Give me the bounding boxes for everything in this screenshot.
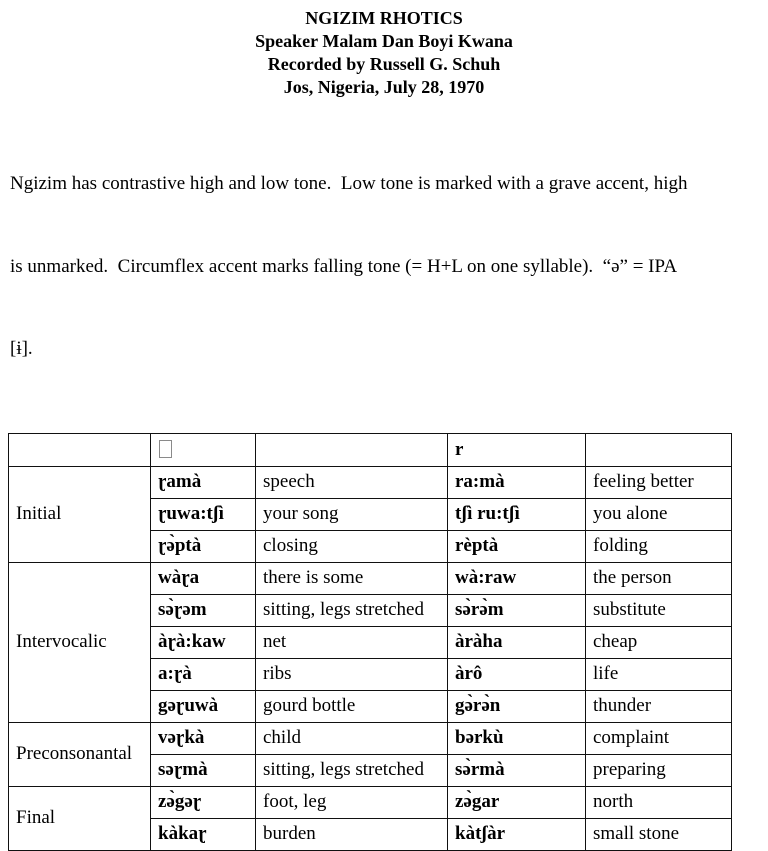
flap-cell: vəɽkà <box>151 722 256 754</box>
trill-cell: àrô <box>448 658 586 690</box>
flap-cell: səɽmà <box>151 754 256 786</box>
trill-gloss-cell: the person <box>586 562 732 594</box>
section-label-initial: Initial <box>9 466 151 562</box>
trill-cell: zə̀gar <box>448 786 586 818</box>
flap-gloss-cell: child <box>256 722 448 754</box>
header-flap-cell <box>151 433 256 466</box>
trill-cell: sə̀rmà <box>448 754 586 786</box>
flap-gloss-cell: foot, leg <box>256 786 448 818</box>
trill-gloss-cell: thunder <box>586 690 732 722</box>
flap-gloss-cell: there is some <box>256 562 448 594</box>
trill-cell: rèptà <box>448 530 586 562</box>
trill-cell: bərkù <box>448 722 586 754</box>
recorder-line: Recorded by Russell G. Schuh <box>267 54 501 74</box>
header-position-cell <box>9 433 151 466</box>
flap-cell: ɽuwa:tʃì <box>151 498 256 530</box>
flap-gloss-cell: your song <box>256 498 448 530</box>
table-row <box>9 786 732 818</box>
trill-gloss-cell: folding <box>586 530 732 562</box>
speaker-line: Speaker Malam Dan Boyi Kwana <box>255 31 513 51</box>
flap-gloss-cell: net <box>256 626 448 658</box>
trill-gloss-cell: life <box>586 658 732 690</box>
flap-gloss-cell: burden <box>256 818 448 850</box>
flap-gloss-cell: sitting, legs stretched <box>256 594 448 626</box>
rhotics-table <box>8 433 732 851</box>
header-trill-gloss-cell <box>586 433 732 466</box>
trill-cell: ra:mà <box>448 466 586 498</box>
section-label-final: Final <box>9 786 151 850</box>
trill-cell: gə̀rə̀n <box>448 690 586 722</box>
flap-cell: ɽə̀ptà <box>151 530 256 562</box>
trill-cell: kàtʃàr <box>448 818 586 850</box>
header-trill-cell: r <box>448 433 586 466</box>
flap-gloss-cell: ribs <box>256 658 448 690</box>
trill-cell: sə̀rə̀m <box>448 594 586 626</box>
table-row <box>9 562 732 594</box>
date-line: Jos, Nigeria, July 28, 1970 <box>283 77 485 97</box>
intro-line: Ngizim has contrastive high and low tone. Low tone is marked with a grave accent, high <box>10 173 688 194</box>
trill-gloss-cell: complaint <box>586 722 732 754</box>
trill-gloss-cell: preparing <box>586 754 732 786</box>
rhotics-table-body <box>9 433 732 850</box>
page-title: NGIZIM RHOTICS <box>305 8 463 28</box>
flap-gloss-cell: speech <box>256 466 448 498</box>
trill-gloss-cell: cheap <box>586 626 732 658</box>
flap-gloss-cell: gourd bottle <box>256 690 448 722</box>
trill-gloss-cell: substitute <box>586 594 732 626</box>
intro-paragraph <box>10 115 762 418</box>
flap-cell: ɽamà <box>151 466 256 498</box>
trill-gloss-cell: feeling better <box>586 466 732 498</box>
intro-line: [ɨ]. <box>10 338 33 359</box>
header-flap-gloss-cell <box>256 433 448 466</box>
trill-gloss-cell: small stone <box>586 818 732 850</box>
section-label-intervocalic: Intervocalic <box>9 562 151 722</box>
flap-cell: àɽà:kaw <box>151 626 256 658</box>
flap-gloss-cell: sitting, legs stretched <box>256 754 448 786</box>
flap-cell: zə̀gəɽ <box>151 786 256 818</box>
trill-cell: àràha <box>448 626 586 658</box>
flap-cell: a:ɽà <box>151 658 256 690</box>
trill-gloss-cell: you alone <box>586 498 732 530</box>
table-row <box>9 466 732 498</box>
section-label-preconsonantal: Preconsonantal <box>9 722 151 786</box>
table-header-row <box>9 433 732 466</box>
title-block <box>0 0 768 99</box>
flap-gloss-cell: closing <box>256 530 448 562</box>
flap-cell: kàkaɽ <box>151 818 256 850</box>
trill-cell: tʃì ru:tʃì <box>448 498 586 530</box>
flap-cell: gəɽuwà <box>151 690 256 722</box>
flap-cell: wàɽa <box>151 562 256 594</box>
intro-line: is unmarked. Circumflex accent marks falling tone (= H+L on one syllable). “ə” = IPA <box>10 255 678 277</box>
table-row <box>9 722 732 754</box>
flap-cell: sə̀ɽəm <box>151 594 256 626</box>
missing-glyph-icon <box>159 440 172 458</box>
trill-cell: wà:raw <box>448 562 586 594</box>
trill-gloss-cell: north <box>586 786 732 818</box>
